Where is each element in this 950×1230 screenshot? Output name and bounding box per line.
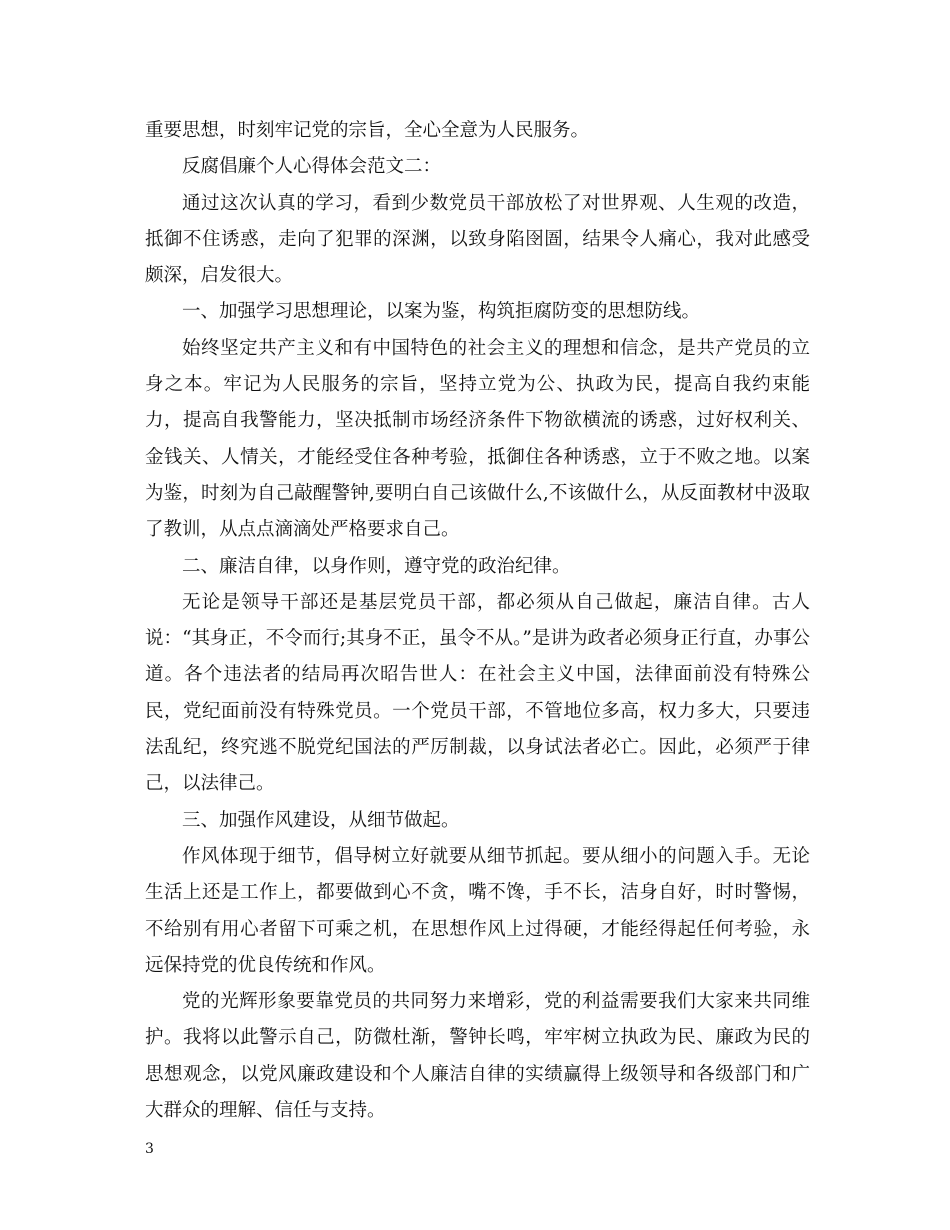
document-body <box>145 113 810 1129</box>
paragraph-two: 无论是领导干部还是基层党员干部，都必须从自己做起，廉洁自律。古人说：“其身正，不令而行;其身不正，虽令不从。”是讲为政者必须身正行直，办事公道。各个违法者的结局再次昭告世人：在社会主义中国，法律面前没有特殊公民，党纪面前没有特殊党员。一个党员干部，不管地位多高，权力多大，只要违法乱纪，终究逃不脱党纪国法的严厉制裁，以身试法者必亡。因此，必须严于律己，以法律己。 <box>145 591 810 795</box>
heading-two: 二、廉洁自律，以身作则，遵守党的政治纪律。 <box>182 555 571 577</box>
paragraph-intro: 通过这次认真的学习，看到少数党员干部放松了对世界观、人生观的改造，抵御不住诱惑，走向了犯罪的深渊，以致身陷囹圄，结果令人痛心，我对此感受颇深，启发很大。 <box>145 192 810 287</box>
section-title: 反腐倡廉个人心得体会范文二： <box>182 156 442 178</box>
paragraph-three: 作风体现于细节，倡导树立好就要从细节抓起。要从细小的问题入手。无论生活上还是工作上，都要做到心不贪，嘴不馋，手不长，洁身自好，时时警惕，不给别有用心者留下可乘之机，在思想作风上过得硬，才能经得起任何考验，永远保持党的优良传统和作风。 <box>145 845 810 976</box>
paragraph-closing: 党的光辉形象要靠党员的共同努力来增彩，党的利益需要我们大家来共同维护。我将以此警示自己，防微杜渐，警钟长鸣，牢牢树立执政为民、廉政为民的思想观念，以党风廉政建设和个人廉洁自律的实绩赢得上级领导和各级部门和广大群众的理解、信任与支持。 <box>145 991 810 1122</box>
page-number: 3 <box>145 1141 154 1157</box>
heading-three: 三、加强作风建设，从细节做起。 <box>182 809 460 831</box>
paragraph-one: 始终坚定共产主义和有中国特色的社会主义的理想和信念，是共产党员的立身之本。牢记为人民服务的宗旨，坚持立党为公、执政为民，提高自我约束能力，提高自我警能力，坚决抵制市场经济条件下物欲横流的诱惑，过好权利关、金钱关、人情关，才能经受住各种考验，抵御住各种诱惑，立于不败之地。以案为鉴，时刻为自己敲醒警钟,要明白自己该做什么,不该做什么，从反面教材中汲取了教训，从点点滴滴处严格要求自己。 <box>145 337 810 541</box>
heading-one: 一、加强学习思想理论，以案为鉴，构筑拒腐防变的思想防线。 <box>182 301 701 323</box>
paragraph-continuation: 重要思想，时刻牢记党的宗旨，全心全意为人民服务。 <box>145 120 590 141</box>
